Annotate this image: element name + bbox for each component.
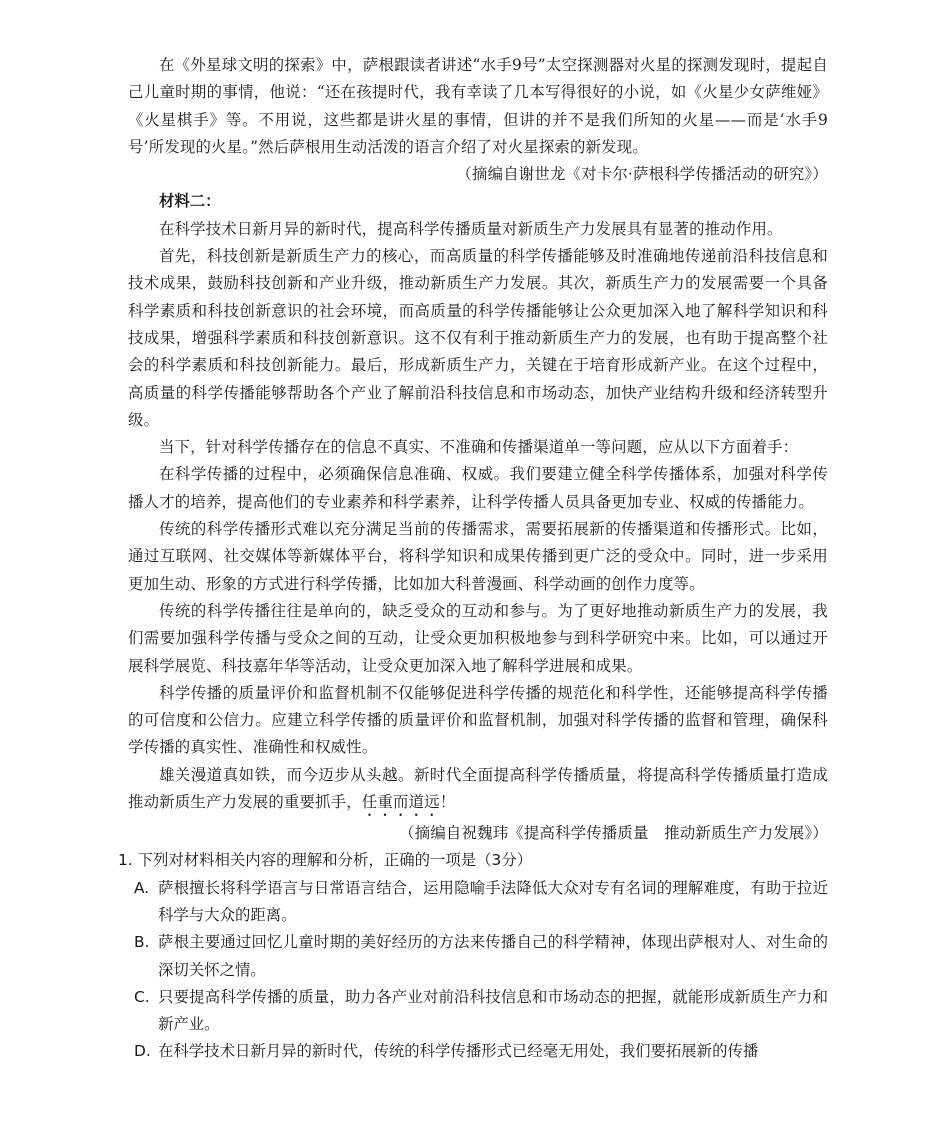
material2-paragraph: 传统的科学传播形式难以充分满足当前的传播需求，需要拓展新的传播渠道和传播形式。比如，通过互联网、社交媒体等新媒体平台，将科学知识和成果传播到更广泛的受众中。同时，进一步采用更加生动、形象的方式进行科学传播，比如加大科普漫画、科学动画的创作力度等。 — [128, 520, 828, 593]
option-text: 萨根擅长将科学语言与日常语言结合，运用隐喻手法降低大众对专有名词的理解难度，有助于拉近科学与大众的距离。 — [158, 878, 828, 924]
material2-closing-paragraph — [128, 762, 828, 820]
option-b[interactable] — [134, 929, 828, 984]
material2-source: （摘编自祝魏玮《提高科学传播质量 推动新质生产力发展》） — [399, 824, 828, 843]
option-a[interactable] — [134, 875, 828, 930]
material2-paragraph: 科学传播的质量评价和监督机制不仅能够促进科学传播的规范化和科学性，还能够提高科学传播的可信度和公信力。应建立科学传播的质量评价和监督机制，加强对科学传播的监督和管理，确保科学传播的真实性、准确性和权威性。 — [128, 683, 828, 757]
material2-paragraph: 在科学技术日新月异的新时代，提高科学传播质量对新质生产力发展具有显著的推动作用。 — [159, 219, 783, 238]
option-text: 在科学技术日新月异的新时代，传统的科学传播形式已经毫无用处，我们要拓展新的传播 — [158, 1042, 759, 1061]
material2-heading: 材料二： — [159, 192, 221, 211]
closing-end-mark: ！ — [439, 793, 456, 812]
material2-paragraph: 在科学传播的过程中，必须确保信息准确、权威。我们要建立健全科学传播体系，加强对科学传播人才的培养，提高他们的专业素养和科学素养，让科学传播人员具备更加专业、权威的传播能力。 — [128, 465, 828, 511]
option-letter: A. — [134, 878, 150, 897]
emphasized-phrase: 任重而道远 — [361, 793, 440, 812]
material1-source: （摘编自谢世龙《对卡尔·萨根科学传播活动的研究》） — [456, 165, 828, 184]
material2-paragraph: 首先，科技创新是新质生产力的核心，而高质量的科学传播能够及时准确地传递前沿科技信息和技术成果，鼓励科技创新和产业升级，推动新质生产力发展。其次，新质生产力的发展需要一个具备科学素质和科技创新意识的社会环境，而高质量的科学传播能够让公众更加深入地了解科学知识和科技成果，增强科学素质和科技创新意识。这不仅有利于推动新质生产力的发展，也有助于提高整个社会的科学素质和科技创新能力。最后，形成新质生产力，关键在于培育形成新产业。在这个过程中，高质量的科学传播能够帮助各个产业了解前沿科技信息和市场动态，加快产业结构升级和经济转型升级。 — [128, 247, 828, 429]
option-letter: C. — [134, 987, 150, 1006]
option-letter: D. — [134, 1042, 151, 1061]
question-stem: 1. 下列对材料相关内容的理解和分析，正确的一项是（3分） — [118, 851, 533, 870]
option-c[interactable] — [134, 984, 828, 1039]
reading-passage — [118, 52, 828, 1066]
closing-main-text: 雄关漫道真如铁，而今迈步从头越。新时代全面提高科学传播质量，将提高科学传播质量打造成推动新质生产力发展的重要抓手， — [128, 765, 828, 812]
question-1 — [118, 847, 828, 1065]
material2-paragraph: 传统的科学传播往往是单向的，缺乏受众的互动和参与。为了更好地推动新质生产力的发展，我们需要加强科学传播与受众之间的互动，让受众更加积极地参与到科学研究中来。比如，可以通过开展科学展览、科技嘉年华等活动，让受众更加深入地了解科学进展和成果。 — [128, 601, 828, 675]
option-text: 只要提高科学传播的质量，助力各产业对前沿科技信息和市场动态的把握，就能形成新质生产力和新产业。 — [158, 987, 828, 1034]
option-letter: B. — [134, 933, 150, 952]
material2-paragraph: 当下，针对科学传播存在的信息不真实、不准确和传播渠道单一等问题，应从以下方面着手： — [159, 438, 799, 457]
material1-paragraph: 在《外星球文明的探索》中，萨根跟读者讲述“水手9号”太空探测器对火星的探测发现时，提起自己儿童时期的事情，他说：“还在孩提时代，我有幸读了几本写得很好的小说，如《火星少女萨维娅》《火星棋手》等。不用说，这些都是讲火星的事情，但讲的并不是我们所知的火星——而是‘水手9号’所发现的火星。”然后萨根用生动活泼的语言介绍了对火星探索的新发现。 — [128, 56, 828, 156]
option-d[interactable] — [134, 1038, 828, 1065]
option-text: 萨根主要通过回忆儿童时期的美好经历的方法来传播自己的科学精神，体现出萨根对人、对生命的深切关怀之情。 — [158, 933, 828, 979]
